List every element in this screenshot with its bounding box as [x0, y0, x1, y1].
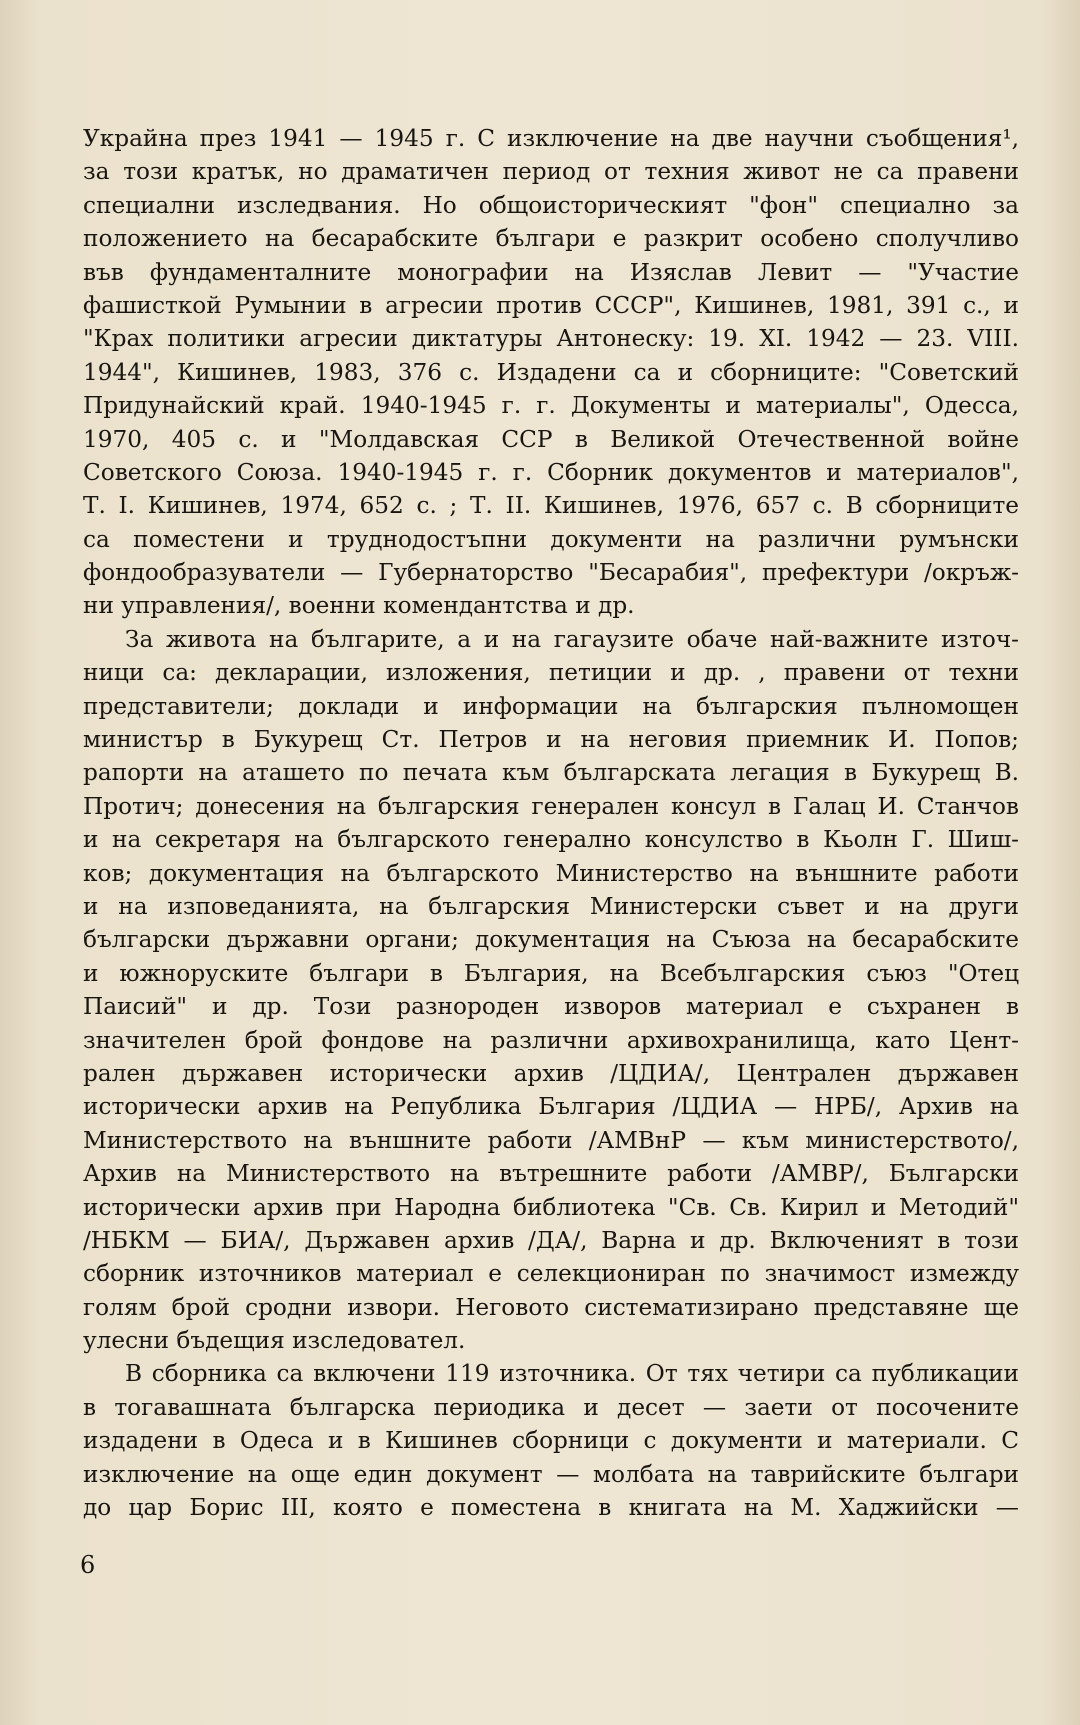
text-line: Паисий" и др. Този разнороден изворов материал е съхранен в — [83, 993, 1019, 1021]
text-line: Протич; донесения на българския генерален консул в Галац И. Станчов — [83, 792, 1019, 820]
text-line: Советского Союза. 1940-1945 г. г. Сборник документов и материалов", — [83, 458, 1019, 486]
text-line: исторически архив на Република България /ЦДИА — НРБ/, Архив на — [83, 1093, 1019, 1121]
text-line: улесни бъдещия изследовател. — [83, 1327, 466, 1355]
text-line: 1970, 405 с. и "Молдавская ССР в Великой Отечественной войне — [83, 425, 1019, 453]
text-line: Министерството на външните работи /АМВнР — към министерството/, — [83, 1126, 1019, 1154]
text-line: специални изследвания. Но общоисторическият "фон" специално за — [83, 191, 1019, 219]
text-line: голям брой сродни извори. Неговото систематизирано представяне ще — [83, 1293, 1019, 1321]
text-line: Придунайский край. 1940-1945 г. г. Документы и материалы", Одесса, — [83, 392, 1019, 420]
text-line: изключение на още един документ — молбата на таврийските българи — [83, 1460, 1019, 1488]
text-line: В сборника са включени 119 източника. От тях четири са публикации — [125, 1360, 1019, 1388]
text-line: министър в Букурещ Ст. Петров и на неговия приемник И. Попов; — [83, 726, 1019, 754]
text-line: ници са: декларации, изложения, петиции и др. , правени от техни — [83, 659, 1019, 687]
text-line: положението на бесарабските българи е разкрит особено сполучливо — [83, 225, 1019, 253]
text-line: в тогавашната българска периодика и десет — заети от посочените — [83, 1393, 1019, 1421]
body-text — [83, 122, 1019, 1524]
text-line: и на секретаря на българското генерално консулство в Кьолн Г. Шиш- — [83, 826, 1019, 854]
text-line: исторически архив при Народна библиотека "Св. Св. Кирил и Методий" — [83, 1193, 1019, 1221]
text-line: 1944", Кишинев, 1983, 376 с. Издадени са и сборниците: "Советский — [83, 358, 1019, 386]
text-line: "Крах политики агресии диктатуры Антонеску: 19. XI. 1942 — 23. VIII. — [83, 325, 1019, 353]
text-line: ни управления/, военни комендантства и др. — [83, 592, 635, 620]
text-line: рален държавен исторически архив /ЦДИА/, Централен държавен — [83, 1059, 1019, 1087]
text-line: Архив на Министерството на вътрешните работи /АМВР/, Български — [83, 1160, 1019, 1188]
text-line: ков; документация на българското Министерство на външните работи — [83, 859, 1019, 887]
text-line: и на изповеданията, на българския Министерски съвет и на други — [83, 892, 1019, 920]
text-line: Т. I. Кишинев, 1974, 652 с. ; Т. II. Кишинев, 1976, 657 с. В сборниците — [83, 492, 1019, 520]
text-line: за този кратък, но драматичен период от техния живот не са правени — [83, 158, 1019, 186]
text-line: до цар Борис III, която е поместена в книгата на М. Хаджийски — — [83, 1494, 1019, 1522]
text-line: във фундаменталните монографии на Изяслав Левит — "Участие — [83, 258, 1019, 286]
text-line: и южноруските българи в България, на Всебългарския съюз "Отец — [83, 959, 1019, 987]
text-line: фашисткой Румынии в агресии против СССР", Кишинев, 1981, 391 с., и — [83, 291, 1019, 319]
text-line: значителен брой фондове на различни архивохранилища, като Цент- — [83, 1026, 1019, 1054]
text-line: издадени в Одеса и в Кишинев сборници с документи и материали. С — [83, 1427, 1019, 1455]
text-line: представители; доклади и информации на българския пълномощен — [83, 692, 1019, 720]
text-line: рапорти на аташето по печата към българската легация в Букурещ В. — [83, 759, 1019, 787]
text-line: За живота на българите, а и на гагаузите обаче най-важните източ- — [125, 625, 1019, 653]
text-line: са поместени и труднодостъпни документи на различни румънски — [83, 525, 1019, 553]
text-line: български държавни органи; документация на Съюза на бесарабските — [83, 926, 1019, 954]
text-line: фондообразуватели — Губернаторство "Бесарабия", префектури /окръж- — [83, 559, 1019, 587]
page-number: 6 — [80, 1551, 96, 1579]
text-line: Украйна през 1941 — 1945 г. С изключение на две научни съобщения¹, — [83, 125, 1019, 152]
text-line: /НБКМ — БИА/, Държавен архив /ДА/, Варна и др. Включеният в този — [83, 1226, 1019, 1254]
text-line: сборник източников материал е селекциониран по значимост измежду — [83, 1260, 1019, 1288]
